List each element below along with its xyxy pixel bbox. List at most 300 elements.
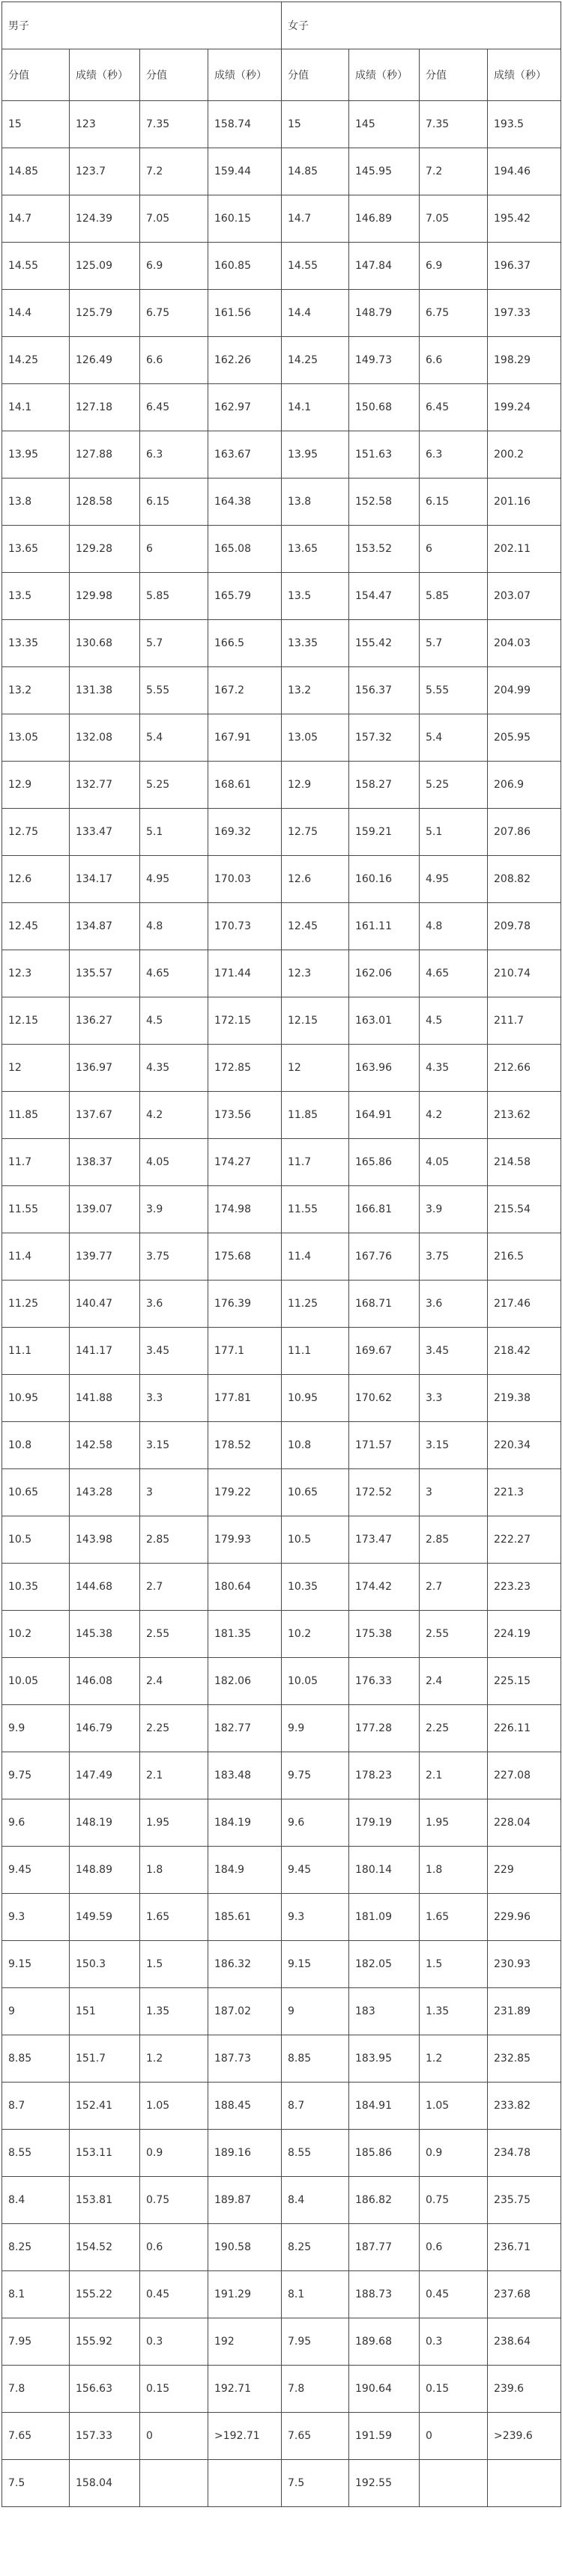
table-row xyxy=(2,1752,561,1799)
table-cell: 8.7 xyxy=(2,2083,70,2130)
table-cell: 5.25 xyxy=(140,762,208,809)
table-cell: 181.35 xyxy=(208,1611,282,1658)
table-cell: 3 xyxy=(420,1469,488,1516)
table-cell: 3.6 xyxy=(420,1281,488,1328)
table-cell: 4.65 xyxy=(140,950,208,997)
table-cell: 214.58 xyxy=(488,1139,561,1186)
table-cell: 2.25 xyxy=(140,1705,208,1752)
table-cell: 10.8 xyxy=(2,1422,70,1469)
table-cell: 198.29 xyxy=(488,337,561,384)
table-cell: 8.4 xyxy=(2,2177,70,2224)
table-cell: 10.05 xyxy=(2,1658,70,1705)
table-cell: 224.19 xyxy=(488,1611,561,1658)
table-cell: 132.77 xyxy=(70,762,140,809)
table-cell: 185.86 xyxy=(349,2130,420,2177)
table-cell: 6.9 xyxy=(140,243,208,290)
table-cell: 12.45 xyxy=(282,903,349,950)
table-cell: 160.85 xyxy=(208,243,282,290)
table-cell: 169.67 xyxy=(349,1328,420,1375)
table-cell: 174.98 xyxy=(208,1186,282,1233)
table-cell xyxy=(420,2460,488,2507)
table-cell: 138.37 xyxy=(70,1139,140,1186)
table-cell: 15 xyxy=(282,101,349,148)
table-cell: 155.92 xyxy=(70,2318,140,2366)
table-cell: 153.11 xyxy=(70,2130,140,2177)
table-cell: 236.71 xyxy=(488,2224,561,2271)
table-cell: 237.68 xyxy=(488,2271,561,2318)
table-cell: 170.73 xyxy=(208,903,282,950)
table-cell: 123 xyxy=(70,101,140,148)
table-cell: 127.88 xyxy=(70,431,140,479)
table-cell: 7.8 xyxy=(282,2366,349,2413)
table-cell: 3.45 xyxy=(140,1328,208,1375)
table-cell: 173.47 xyxy=(349,1516,420,1564)
table-cell: 3.45 xyxy=(420,1328,488,1375)
table-cell: 178.23 xyxy=(349,1752,420,1799)
table-cell: 14.85 xyxy=(282,148,349,195)
table-cell: 204.03 xyxy=(488,620,561,667)
table-cell: 9.9 xyxy=(2,1705,70,1752)
table-cell: 225.15 xyxy=(488,1658,561,1705)
table-cell: 156.37 xyxy=(349,667,420,714)
table-cell: 165.08 xyxy=(208,526,282,573)
table-cell: 163.96 xyxy=(349,1045,420,1092)
table-cell: 175.68 xyxy=(208,1233,282,1281)
table-cell: 1.65 xyxy=(420,1894,488,1941)
table-cell: 12.3 xyxy=(282,950,349,997)
table-cell: 126.49 xyxy=(70,337,140,384)
table-cell: 177.81 xyxy=(208,1375,282,1422)
table-cell: 148.89 xyxy=(70,1847,140,1894)
table-row xyxy=(2,1328,561,1375)
table-cell: 143.98 xyxy=(70,1516,140,1564)
table-cell: 182.77 xyxy=(208,1705,282,1752)
table-cell: 133.47 xyxy=(70,809,140,856)
table-cell: 219.38 xyxy=(488,1375,561,1422)
table-row xyxy=(2,1941,561,1988)
table-cell: 4.35 xyxy=(420,1045,488,1092)
table-row xyxy=(2,2318,561,2366)
table-cell: 3.15 xyxy=(420,1422,488,1469)
table-cell: 14.1 xyxy=(282,384,349,431)
table-cell: 238.64 xyxy=(488,2318,561,2366)
table-cell: 10.8 xyxy=(282,1422,349,1469)
table-cell: 144.68 xyxy=(70,1564,140,1611)
table-cell: 3.15 xyxy=(140,1422,208,1469)
table-cell: 13.5 xyxy=(2,573,70,620)
table-cell: 2.4 xyxy=(420,1658,488,1705)
table-row xyxy=(2,2083,561,2130)
table-cell: 8.1 xyxy=(2,2271,70,2318)
table-cell: 11.7 xyxy=(2,1139,70,1186)
table-cell: 161.56 xyxy=(208,290,282,337)
table-cell: 218.42 xyxy=(488,1328,561,1375)
table-cell: 181.09 xyxy=(349,1894,420,1941)
table-cell: 158.27 xyxy=(349,762,420,809)
table-cell: 13.35 xyxy=(282,620,349,667)
table-cell: >192.71 xyxy=(208,2413,282,2460)
table-cell: 159.21 xyxy=(349,809,420,856)
table-cell: 147.84 xyxy=(349,243,420,290)
table-cell: 10.5 xyxy=(282,1516,349,1564)
table-cell: 1.8 xyxy=(420,1847,488,1894)
table-cell: 9.45 xyxy=(282,1847,349,1894)
table-cell: 1.05 xyxy=(140,2083,208,2130)
table-cell: 163.01 xyxy=(349,997,420,1045)
table-row xyxy=(2,148,561,195)
table-row xyxy=(2,479,561,526)
table-row xyxy=(2,2366,561,2413)
table-cell: 5.55 xyxy=(420,667,488,714)
table-cell: 10.35 xyxy=(282,1564,349,1611)
table-cell: 131.38 xyxy=(70,667,140,714)
table-cell: 8.7 xyxy=(282,2083,349,2130)
table-row xyxy=(2,1705,561,1752)
table-row xyxy=(2,1045,561,1092)
table-cell: 179.22 xyxy=(208,1469,282,1516)
table-cell: 234.78 xyxy=(488,2130,561,2177)
table-cell: 5.1 xyxy=(140,809,208,856)
table-cell: 158.74 xyxy=(208,101,282,148)
table-cell: 10.2 xyxy=(2,1611,70,1658)
table-cell: 12.3 xyxy=(2,950,70,997)
table-cell: 205.95 xyxy=(488,714,561,762)
table-cell: 10.95 xyxy=(282,1375,349,1422)
table-cell: 12 xyxy=(282,1045,349,1092)
table-cell: 152.58 xyxy=(349,479,420,526)
table-cell: 200.2 xyxy=(488,431,561,479)
table-cell: 151.63 xyxy=(349,431,420,479)
table-cell xyxy=(208,2460,282,2507)
table-cell: 9.75 xyxy=(282,1752,349,1799)
table-cell: 187.77 xyxy=(349,2224,420,2271)
table-cell: 170.03 xyxy=(208,856,282,903)
table-cell: 5.7 xyxy=(140,620,208,667)
table-cell: 7.95 xyxy=(2,2318,70,2366)
table-cell: 7.8 xyxy=(2,2366,70,2413)
table-cell: 130.68 xyxy=(70,620,140,667)
table-cell: 4.8 xyxy=(140,903,208,950)
table-cell: 149.59 xyxy=(70,1894,140,1941)
table-cell: 190.58 xyxy=(208,2224,282,2271)
table-cell: 14.55 xyxy=(2,243,70,290)
table-row xyxy=(2,620,561,667)
table-row xyxy=(2,903,561,950)
table-cell: 0 xyxy=(140,2413,208,2460)
table-cell: 202.11 xyxy=(488,526,561,573)
table-cell: 13.8 xyxy=(282,479,349,526)
table-cell: 11.85 xyxy=(282,1092,349,1139)
table-cell: 231.89 xyxy=(488,1988,561,2035)
table-cell: 168.61 xyxy=(208,762,282,809)
table-cell: 176.39 xyxy=(208,1281,282,1328)
table-cell: 0.15 xyxy=(140,2366,208,2413)
table-cell: 6.6 xyxy=(140,337,208,384)
table-cell: 7.65 xyxy=(2,2413,70,2460)
table-row xyxy=(2,667,561,714)
table-cell: 164.91 xyxy=(349,1092,420,1139)
table-cell: 0.75 xyxy=(140,2177,208,2224)
table-cell: 160.16 xyxy=(349,856,420,903)
table-cell: 3.9 xyxy=(420,1186,488,1233)
table-cell: 139.77 xyxy=(70,1233,140,1281)
table-cell: 140.47 xyxy=(70,1281,140,1328)
table-row xyxy=(2,2271,561,2318)
table-cell: 4.95 xyxy=(140,856,208,903)
table-cell: 125.79 xyxy=(70,290,140,337)
table-cell: 143.28 xyxy=(70,1469,140,1516)
table-cell: 141.88 xyxy=(70,1375,140,1422)
table-cell: 163.67 xyxy=(208,431,282,479)
table-cell: 235.75 xyxy=(488,2177,561,2224)
table-cell: 4.05 xyxy=(420,1139,488,1186)
table-cell: 2.55 xyxy=(140,1611,208,1658)
table-cell: 5.1 xyxy=(420,809,488,856)
table-cell: 169.32 xyxy=(208,809,282,856)
table-cell: 162.06 xyxy=(349,950,420,997)
table-cell: 230.93 xyxy=(488,1941,561,1988)
table-cell: 12.9 xyxy=(282,762,349,809)
table-cell: 12.75 xyxy=(282,809,349,856)
table-row xyxy=(2,1469,561,1516)
table-cell: 1.35 xyxy=(420,1988,488,2035)
table-cell: 134.17 xyxy=(70,856,140,903)
table-cell: 1.2 xyxy=(420,2035,488,2083)
table-cell: 129.28 xyxy=(70,526,140,573)
table-cell: 150.3 xyxy=(70,1941,140,1988)
table-cell: 3 xyxy=(140,1469,208,1516)
table-cell: 14.4 xyxy=(282,290,349,337)
table-cell: 199.24 xyxy=(488,384,561,431)
table-cell: 156.63 xyxy=(70,2366,140,2413)
table-cell: 10.05 xyxy=(282,1658,349,1705)
table-cell: 6.45 xyxy=(420,384,488,431)
table-cell: 12.6 xyxy=(282,856,349,903)
table-cell: 145.95 xyxy=(349,148,420,195)
table-cell: 127.18 xyxy=(70,384,140,431)
table-cell: 170.62 xyxy=(349,1375,420,1422)
table-cell: 6.6 xyxy=(420,337,488,384)
table-cell: 184.91 xyxy=(349,2083,420,2130)
table-cell: 154.47 xyxy=(349,573,420,620)
table-cell: 6.15 xyxy=(420,479,488,526)
table-cell: 6.9 xyxy=(420,243,488,290)
table-cell: 9 xyxy=(282,1988,349,2035)
table-row xyxy=(2,2177,561,2224)
table-cell: 4.2 xyxy=(140,1092,208,1139)
table-cell: 183.48 xyxy=(208,1752,282,1799)
table-cell: 191.29 xyxy=(208,2271,282,2318)
table-cell: 195.42 xyxy=(488,195,561,243)
table-cell: 11.1 xyxy=(2,1328,70,1375)
table-cell: 13.65 xyxy=(2,526,70,573)
table-cell: 4.35 xyxy=(140,1045,208,1092)
table-cell: 4.5 xyxy=(420,997,488,1045)
table-cell: 2.55 xyxy=(420,1611,488,1658)
table-cell: 0.6 xyxy=(140,2224,208,2271)
table-row xyxy=(2,997,561,1045)
table-cell: 187.73 xyxy=(208,2035,282,2083)
table-cell: 4.8 xyxy=(420,903,488,950)
table-cell: 197.33 xyxy=(488,290,561,337)
table-cell: 6.75 xyxy=(140,290,208,337)
table-row xyxy=(2,1186,561,1233)
table-cell: 232.85 xyxy=(488,2035,561,2083)
table-cell: 5.4 xyxy=(420,714,488,762)
table-cell: 0 xyxy=(420,2413,488,2460)
table-cell: 4.05 xyxy=(140,1139,208,1186)
table-cell: 12.15 xyxy=(282,997,349,1045)
table-cell: 171.44 xyxy=(208,950,282,997)
table-row xyxy=(2,1611,561,1658)
table-cell: 0.75 xyxy=(420,2177,488,2224)
table-cell: 217.46 xyxy=(488,1281,561,1328)
table-cell: 13.05 xyxy=(282,714,349,762)
table-cell: 157.32 xyxy=(349,714,420,762)
table-cell: 167.2 xyxy=(208,667,282,714)
table-cell: 194.46 xyxy=(488,148,561,195)
table-row xyxy=(2,290,561,337)
table-cell: 12.15 xyxy=(2,997,70,1045)
table-cell: 6 xyxy=(140,526,208,573)
table-cell: 13.95 xyxy=(282,431,349,479)
table-cell: 212.66 xyxy=(488,1045,561,1092)
table-cell: 210.74 xyxy=(488,950,561,997)
female-group-header: 女子 xyxy=(282,2,561,49)
table-row xyxy=(2,809,561,856)
table-cell: 2.85 xyxy=(140,1516,208,1564)
table-cell: 7.05 xyxy=(420,195,488,243)
table-row xyxy=(2,762,561,809)
table-cell: 179.19 xyxy=(349,1799,420,1847)
table-cell: 196.37 xyxy=(488,243,561,290)
table-cell: 229 xyxy=(488,1847,561,1894)
table-cell: 9.3 xyxy=(282,1894,349,1941)
table-cell: 223.23 xyxy=(488,1564,561,1611)
table-cell: 12 xyxy=(2,1045,70,1092)
table-cell xyxy=(140,2460,208,2507)
table-cell: 10.65 xyxy=(282,1469,349,1516)
column-header: 成绩（秒） xyxy=(208,49,282,101)
table-cell: 180.14 xyxy=(349,1847,420,1894)
table-row xyxy=(2,1516,561,1564)
table-cell: 162.97 xyxy=(208,384,282,431)
table-row xyxy=(2,526,561,573)
column-header: 成绩（秒） xyxy=(349,49,420,101)
table-cell: 188.45 xyxy=(208,2083,282,2130)
table-cell: 7.95 xyxy=(282,2318,349,2366)
table-row xyxy=(2,195,561,243)
table-cell: 204.99 xyxy=(488,667,561,714)
table-cell: 124.39 xyxy=(70,195,140,243)
table-cell: 215.54 xyxy=(488,1186,561,1233)
table-cell: 159.44 xyxy=(208,148,282,195)
table-cell: 0.3 xyxy=(140,2318,208,2366)
table-cell: 7.2 xyxy=(140,148,208,195)
table-cell: 1.05 xyxy=(420,2083,488,2130)
table-cell: 220.34 xyxy=(488,1422,561,1469)
table-cell: 222.27 xyxy=(488,1516,561,1564)
table-cell: 189.87 xyxy=(208,2177,282,2224)
table-cell: 192.55 xyxy=(349,2460,420,2507)
table-cell: 14.7 xyxy=(282,195,349,243)
table-cell: 1.8 xyxy=(140,1847,208,1894)
table-cell: 9.75 xyxy=(2,1752,70,1799)
table-cell: 13.05 xyxy=(2,714,70,762)
table-cell: 5.25 xyxy=(420,762,488,809)
table-row xyxy=(2,2413,561,2460)
table-cell: 14.7 xyxy=(2,195,70,243)
table-cell: 14.55 xyxy=(282,243,349,290)
table-cell: 10.65 xyxy=(2,1469,70,1516)
table-row xyxy=(2,101,561,148)
table-cell: 6.3 xyxy=(140,431,208,479)
table-cell: 155.42 xyxy=(349,620,420,667)
table-cell: 165.79 xyxy=(208,573,282,620)
table-cell: 193.5 xyxy=(488,101,561,148)
table-cell: 154.52 xyxy=(70,2224,140,2271)
column-header: 成绩（秒） xyxy=(488,49,561,101)
table-cell: 7.05 xyxy=(140,195,208,243)
table-cell: 9.3 xyxy=(2,1894,70,1941)
table-cell: 3.3 xyxy=(420,1375,488,1422)
table-cell: 151 xyxy=(70,1988,140,2035)
table-cell: 0.6 xyxy=(420,2224,488,2271)
table-cell: 136.97 xyxy=(70,1045,140,1092)
table-cell: 14.25 xyxy=(2,337,70,384)
table-cell: 13.5 xyxy=(282,573,349,620)
table-cell: 182.06 xyxy=(208,1658,282,1705)
table-cell: 185.61 xyxy=(208,1894,282,1941)
table-cell: 8.55 xyxy=(2,2130,70,2177)
table-cell: 184.19 xyxy=(208,1799,282,1847)
table-cell: 9.45 xyxy=(2,1847,70,1894)
table-cell: 211.7 xyxy=(488,997,561,1045)
table-cell: 206.9 xyxy=(488,762,561,809)
table-row xyxy=(2,1658,561,1705)
table-cell: 8.25 xyxy=(2,2224,70,2271)
table-cell: 8.85 xyxy=(2,2035,70,2083)
table-cell: 167.76 xyxy=(349,1233,420,1281)
table-cell: 15 xyxy=(2,101,70,148)
table-cell: 153.81 xyxy=(70,2177,140,2224)
table-row xyxy=(2,856,561,903)
table-cell: 5.55 xyxy=(140,667,208,714)
table-row xyxy=(2,1139,561,1186)
table-cell: 4.65 xyxy=(420,950,488,997)
table-cell: 171.57 xyxy=(349,1422,420,1469)
table-row xyxy=(2,1281,561,1328)
table-cell: 0.45 xyxy=(140,2271,208,2318)
table-cell: 146.79 xyxy=(70,1705,140,1752)
table-cell: 7.5 xyxy=(282,2460,349,2507)
table-cell: 184.9 xyxy=(208,1847,282,1894)
table-cell: 189.68 xyxy=(349,2318,420,2366)
table-cell: 145 xyxy=(349,101,420,148)
table-cell: 3.3 xyxy=(140,1375,208,1422)
table-cell: 1.5 xyxy=(420,1941,488,1988)
table-cell: 146.08 xyxy=(70,1658,140,1705)
table-row xyxy=(2,950,561,997)
table-cell: 165.86 xyxy=(349,1139,420,1186)
table-cell: 5.85 xyxy=(420,573,488,620)
table-cell: 8.55 xyxy=(282,2130,349,2177)
column-header: 分值 xyxy=(140,49,208,101)
table-cell: 6.75 xyxy=(420,290,488,337)
table-row xyxy=(2,384,561,431)
table-cell: 174.42 xyxy=(349,1564,420,1611)
table-cell: 10.5 xyxy=(2,1516,70,1564)
